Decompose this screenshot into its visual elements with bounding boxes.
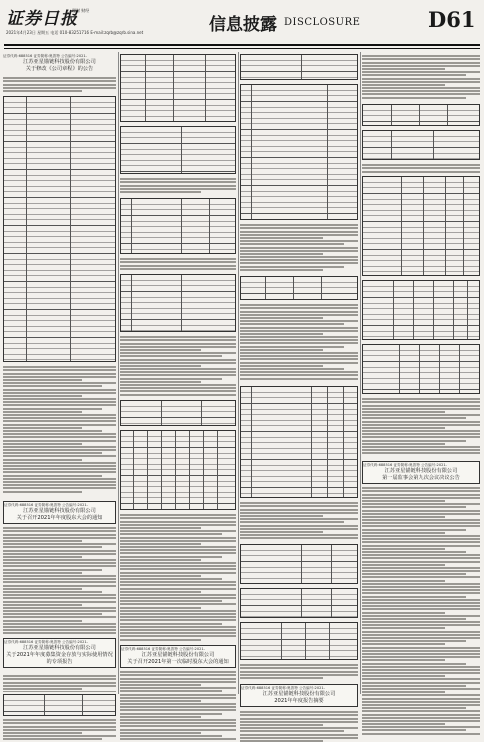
shareholders-table bbox=[362, 280, 480, 340]
column-3 bbox=[240, 52, 358, 704]
funds-table bbox=[3, 694, 116, 716]
body-text bbox=[3, 76, 116, 94]
issue-date-line: 2021年4月23日 星期五 电话 010-83251716 E-mail:zqrb@zqrb.sina.net bbox=[6, 30, 144, 35]
data-table bbox=[120, 126, 236, 174]
column-divider bbox=[360, 52, 361, 694]
body-text bbox=[240, 223, 358, 273]
announcement-title: 第一届监事会第九次会议决议公告 bbox=[382, 475, 460, 481]
announcement-heading bbox=[362, 461, 480, 484]
data-table bbox=[240, 54, 358, 80]
announcement-company: 江苏亚星锚链科技股份有限公司 bbox=[262, 691, 336, 697]
announcement-code: 证券代码:688516 证券简称:奥普特 公告编号:2021- bbox=[241, 686, 325, 690]
section-title-english: DISCLOSURE bbox=[284, 17, 361, 28]
proxy-voting-table bbox=[240, 386, 358, 498]
announcement-code: 证券代码:688516 证券简称:奥普特 公告编号:2021- bbox=[3, 54, 87, 58]
masthead-rule bbox=[4, 44, 480, 46]
body-text bbox=[240, 303, 358, 383]
body-text bbox=[120, 177, 236, 195]
announcement-company: 江苏亚星锚链科技股份有限公司 bbox=[23, 59, 96, 65]
body-text bbox=[120, 257, 236, 271]
body-text bbox=[3, 674, 116, 692]
data-table bbox=[120, 54, 236, 122]
body-text bbox=[3, 718, 116, 742]
data-table bbox=[240, 588, 358, 618]
body-text bbox=[3, 365, 116, 495]
contact-table bbox=[362, 130, 480, 160]
body-text bbox=[120, 335, 236, 397]
body-text bbox=[3, 526, 116, 636]
announcement-title: 关于召开2021年年度股东大会的通知 bbox=[16, 515, 103, 521]
column-2 bbox=[120, 52, 236, 694]
body-text bbox=[362, 486, 480, 742]
funds-usage-table bbox=[120, 430, 236, 510]
masthead bbox=[4, 4, 480, 48]
announcement-heading bbox=[3, 54, 116, 73]
column-4 bbox=[362, 52, 480, 694]
data-table bbox=[120, 274, 236, 332]
body-text bbox=[120, 513, 236, 643]
data-table bbox=[240, 622, 358, 660]
financial-data-table bbox=[362, 176, 480, 276]
company-info-table bbox=[362, 104, 480, 126]
announcement-company: 江苏亚星锚链科技股份有限公司 bbox=[141, 652, 215, 658]
column-divider bbox=[238, 52, 239, 694]
data-table bbox=[120, 198, 236, 254]
body-text bbox=[362, 54, 480, 102]
announcement-code: 证券代码:688516 证券简称:奥普特 公告编号:2021- bbox=[121, 647, 205, 651]
data-table bbox=[240, 276, 358, 300]
logo-subtitle: 理财 财经 bbox=[72, 8, 90, 13]
body-text bbox=[120, 670, 236, 742]
announcement-heading bbox=[120, 645, 236, 668]
newspaper-logo: 证券日报 bbox=[6, 9, 78, 29]
announcement-code: 证券代码:688516 证券简称:奥普特 公告编号:2021- bbox=[4, 503, 88, 507]
announcement-company: 江苏亚星锚链科技股份有限公司 bbox=[384, 468, 458, 474]
announcement-title: 关于2021年年度募集资金存放与实际使用情况的专项报告 bbox=[6, 652, 113, 665]
announcement-title: 关于召开2021年第一次临时股东大会的通知 bbox=[127, 659, 229, 665]
amendment-table bbox=[3, 96, 116, 362]
body-text bbox=[240, 710, 358, 742]
column-1 bbox=[3, 52, 116, 694]
data-table bbox=[240, 544, 358, 584]
quarterly-data-table bbox=[362, 344, 480, 394]
body-text bbox=[362, 163, 480, 173]
data-table bbox=[120, 400, 236, 426]
announcement-heading bbox=[240, 684, 358, 707]
announcement-heading bbox=[3, 501, 116, 524]
body-text bbox=[362, 397, 480, 457]
announcement-title: 2021年年度报告摘要 bbox=[274, 698, 324, 704]
column-divider bbox=[118, 52, 119, 694]
announcement-title: 关于修改《公司章程》的公告 bbox=[25, 66, 94, 72]
body-text bbox=[240, 501, 358, 541]
announcement-company: 江苏亚星锚链科技股份有限公司 bbox=[23, 508, 96, 514]
announcement-code: 证券代码:688516 证券简称:奥普特 公告编号:2021- bbox=[363, 463, 447, 467]
announcement-heading bbox=[3, 638, 116, 668]
proposal-table bbox=[240, 84, 358, 220]
page-number: D61 bbox=[428, 7, 476, 32]
body-text bbox=[240, 663, 358, 681]
masthead-rule-thin bbox=[4, 48, 480, 49]
announcement-company: 江苏亚星锚链科技股份有限公司 bbox=[23, 645, 96, 651]
announcement-code: 证券代码:688516 证券简称:奥普特 公告编号:2021- bbox=[4, 640, 88, 644]
section-title: 信息披露 bbox=[209, 15, 277, 35]
